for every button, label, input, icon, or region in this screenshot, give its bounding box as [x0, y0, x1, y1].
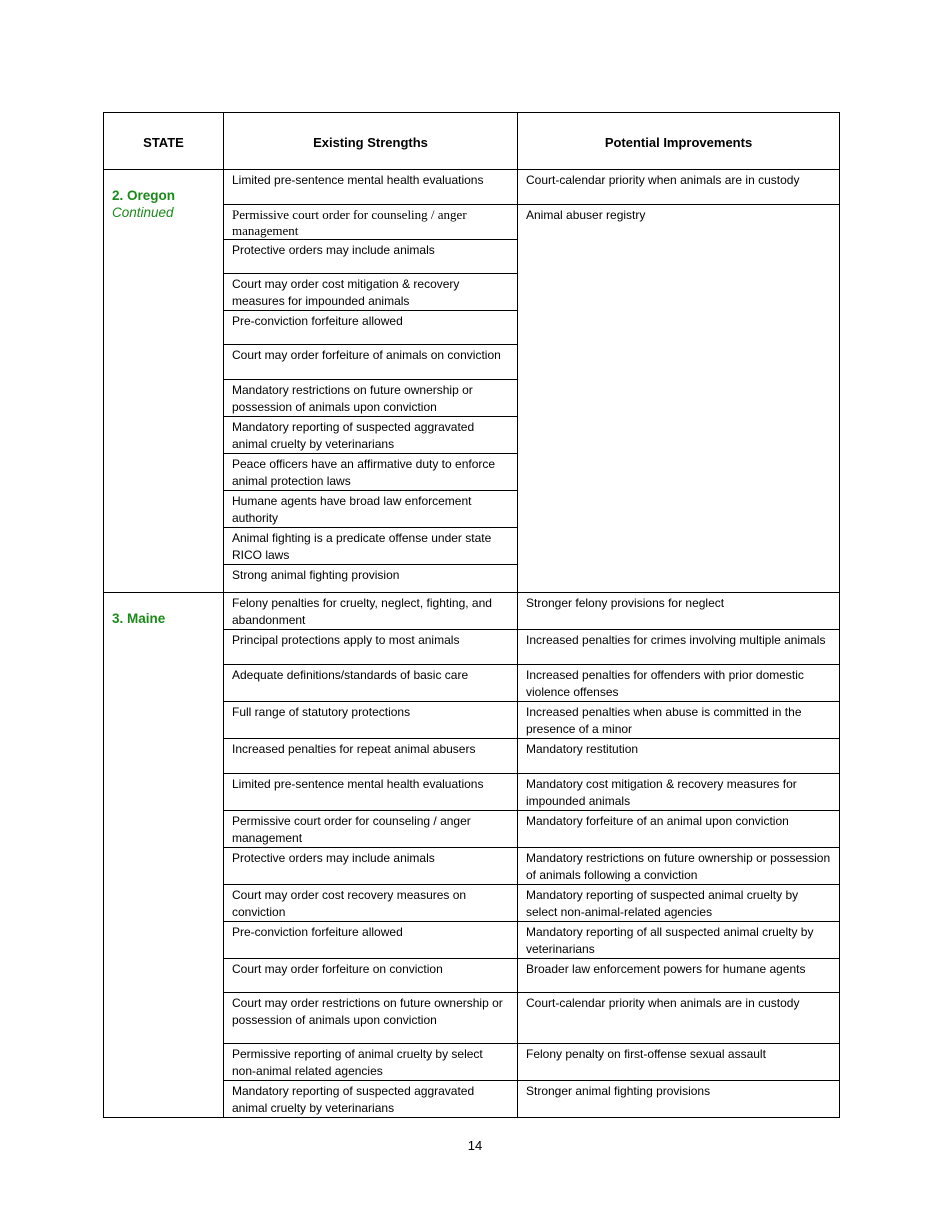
state-name-cell	[104, 593, 224, 1118]
strength-cell: Limited pre-sentence mental health evaluations	[224, 170, 518, 205]
improvement-cell: Increased penalties for crimes involving multiple animals	[518, 630, 840, 665]
improvement-cell: Increased penalties for offenders with prior domestic violence offenses	[518, 665, 840, 702]
improvement-cell: Court-calendar priority when animals are in custody	[518, 170, 840, 205]
improvement-cell: Stronger animal fighting provisions	[518, 1081, 840, 1118]
strength-cell: Protective orders may include animals	[224, 240, 518, 274]
improvement-cell: Mandatory cost mitigation & recovery measures for impounded animals	[518, 774, 840, 811]
strength-cell: Adequate definitions/standards of basic care	[224, 665, 518, 702]
strength-cell: Felony penalties for cruelty, neglect, fighting, and abandonment	[224, 593, 518, 630]
state-name: 3. Maine	[112, 611, 166, 626]
strength-cell: Permissive reporting of animal cruelty by select non-animal related agencies	[224, 1044, 518, 1081]
strength-cell: Humane agents have broad law enforcement authority	[224, 491, 518, 528]
improvement-cell: Mandatory reporting of all suspected animal cruelty by veterinarians	[518, 922, 840, 959]
header-existing-strengths: Existing Strengths	[224, 113, 518, 170]
table-row	[104, 170, 840, 205]
improvement-cell: Mandatory restrictions on future ownership or possession of animals following a conviction	[518, 848, 840, 885]
strength-cell: Limited pre-sentence mental health evaluations	[224, 774, 518, 811]
state-comparison-table	[103, 112, 840, 1118]
strength-cell: Peace officers have an affirmative duty to enforce animal protection laws	[224, 454, 518, 491]
strength-cell: Full range of statutory protections	[224, 702, 518, 739]
state-name: 2. Oregon	[112, 188, 176, 203]
state-subtitle: Continued	[112, 205, 174, 220]
improvement-cell: Court-calendar priority when animals are in custody	[518, 993, 840, 1044]
strength-cell: Principal protections apply to most animals	[224, 630, 518, 665]
strength-cell: Strong animal fighting provision	[224, 565, 518, 593]
header-potential-improvements: Potential Improvements	[518, 113, 840, 170]
strength-cell: Animal fighting is a predicate offense under state RICO laws	[224, 528, 518, 565]
strength-cell: Mandatory reporting of suspected aggravated animal cruelty by veterinarians	[224, 1081, 518, 1118]
improvement-cell: Increased penalties when abuse is committed in the presence of a minor	[518, 702, 840, 739]
strength-cell: Court may order forfeiture on conviction	[224, 959, 518, 993]
table-row	[104, 593, 840, 630]
improvement-cell: Stronger felony provisions for neglect	[518, 593, 840, 630]
strength-cell: Court may order cost mitigation & recovery measures for impounded animals	[224, 274, 518, 311]
improvement-cell: Animal abuser registry	[518, 205, 840, 593]
strength-cell: Protective orders may include animals	[224, 848, 518, 885]
strength-cell: Pre-conviction forfeiture allowed	[224, 311, 518, 345]
header-state: STATE	[104, 113, 224, 170]
improvement-cell: Mandatory forfeiture of an animal upon conviction	[518, 811, 840, 848]
state-name-cell	[104, 170, 224, 593]
improvement-cell: Mandatory restitution	[518, 739, 840, 774]
improvement-cell: Felony penalty on first-offense sexual assault	[518, 1044, 840, 1081]
strength-cell: Mandatory restrictions on future ownership or possession of animals upon conviction	[224, 380, 518, 417]
improvement-cell: Mandatory reporting of suspected animal cruelty by select non-animal-related agencies	[518, 885, 840, 922]
strength-cell: Court may order forfeiture of animals on conviction	[224, 345, 518, 380]
strength-cell: Permissive court order for counseling / anger management	[224, 811, 518, 848]
strength-cell: Pre-conviction forfeiture allowed	[224, 922, 518, 959]
improvement-cell: Broader law enforcement powers for humane agents	[518, 959, 840, 993]
strength-cell: Permissive court order for counseling / anger management	[224, 205, 518, 240]
strength-cell: Mandatory reporting of suspected aggravated animal cruelty by veterinarians	[224, 417, 518, 454]
strength-cell: Court may order restrictions on future ownership or possession of animals upon conviction	[224, 993, 518, 1044]
page-number: 14	[467, 1138, 483, 1153]
strength-cell: Increased penalties for repeat animal abusers	[224, 739, 518, 774]
strength-cell: Court may order cost recovery measures on conviction	[224, 885, 518, 922]
table-header-row	[104, 113, 840, 170]
